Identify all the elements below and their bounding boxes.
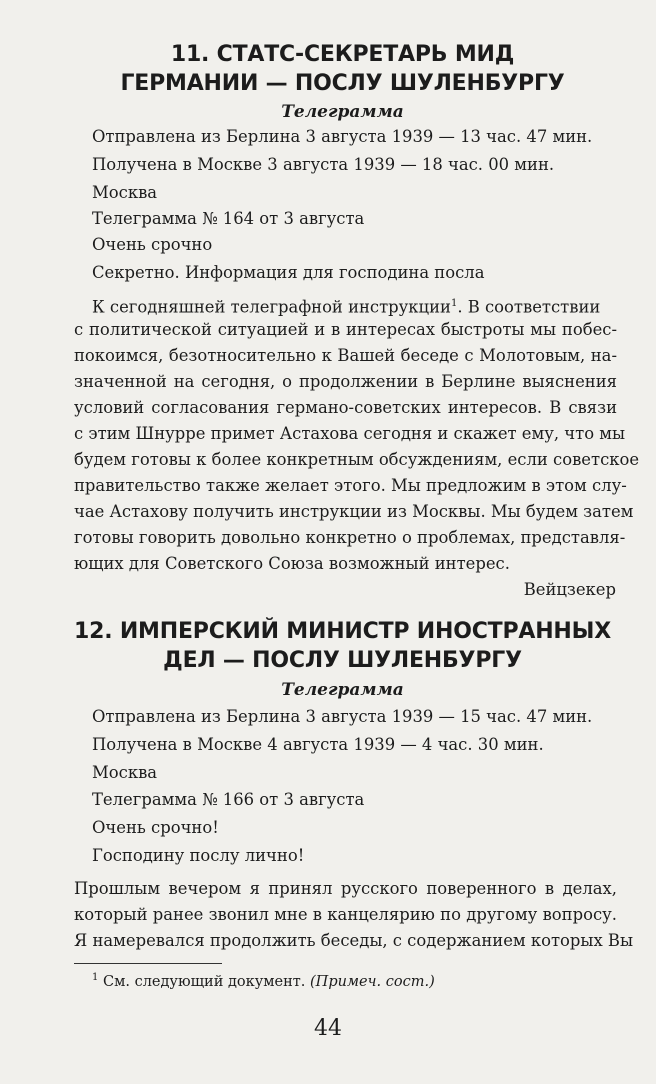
doc12-city: Москва (92, 763, 158, 782)
doc11-heading-line1: 11. СТАТС-СЕКРЕТАРЬ МИД (170, 42, 515, 67)
footnote-divider (74, 963, 222, 964)
doc12-urgency: Очень срочно! (92, 818, 219, 837)
footnote-text: См. следующий документ. (102, 973, 306, 990)
doc12-heading-line2: ДЕЛ — ПОСЛУ ШУЛЕНБУРГУ (163, 648, 522, 673)
doc12-body-line: Прошлым вечером я принял русского поверенного в делах, (74, 879, 617, 898)
doc11-body-line: покоимся, безотносительно к Вашей беседе с Молотовым, на- (74, 346, 617, 365)
doc11-signature: Вейцзекер (523, 580, 616, 599)
doc11-body-line: значенной на сегодня, о продолжении в Берлине выяснения (74, 372, 617, 391)
doc12-sent: Отправлена из Берлина 3 августа 1939 — 15 час. 47 мин. (92, 707, 593, 726)
footnote-number: 1 (92, 972, 99, 983)
doc11-body-line: условий согласования германо-советских интересов. В связи (74, 398, 617, 417)
doc11-heading-line2: ГЕРМАНИИ — ПОСЛУ ШУЛЕНБУРГУ (120, 71, 565, 96)
doc12-heading-line1: 12. ИМПЕРСКИЙ МИНИСТР ИНОСТРАННЫХ (74, 619, 611, 644)
doc11-city: Москва (92, 183, 158, 202)
doc12-body-line: Я намеревался продолжить беседы, с содержанием которых Вы (74, 931, 634, 950)
doc11-body-intro: К сегодняшней телеграфной инструкции (92, 297, 451, 317)
doc11-body-line: чае Астахову получить инструкции из Москвы. Мы будем затем (74, 502, 634, 521)
doc12-personal: Господину послу лично! (92, 846, 305, 865)
doc11-sent: Отправлена из Берлина 3 августа 1939 — 13 час. 47 мин. (92, 127, 593, 146)
doc11-body-line: с политической ситуацией и в интересах быстроты мы побес- (74, 320, 617, 339)
doc12-telegram-number: Телеграмма № 166 от 3 августа (92, 790, 365, 809)
doc11-body-line: ющих для Советского Союза возможный интерес. (74, 554, 510, 573)
doc12-received: Получена в Москве 4 августа 1939 — 4 час. 30 мин. (92, 735, 544, 754)
doc12-body-line: который ранее звонил мне в канцелярию по другому вопросу. (74, 905, 617, 924)
footnote-note: (Примеч. сост.) (310, 973, 435, 990)
doc11-body-line: с этим Шнурре примет Астахова сегодня и скажет ему, что мы (74, 424, 626, 443)
doc12-subtitle: Телеграмма (281, 680, 404, 700)
doc11-body-first-line (92, 291, 617, 319)
doc11-subtitle: Телеграмма (281, 102, 404, 122)
doc11-body-line: готовы говорить довольно конкретно о проблемах, представля- (74, 528, 626, 547)
doc11-body-line: правительство также желает этого. Мы предложим в этом слу- (74, 476, 627, 495)
doc11-body-line: будем готовы к более конкретным обсуждениям, если советское (74, 450, 640, 469)
doc11-secrecy: Секретно. Информация для господина посла (92, 263, 485, 282)
doc11-urgency: Очень срочно (92, 235, 213, 254)
doc11-body-intro-tail: . В соответствии (457, 297, 601, 317)
footnote (92, 967, 612, 993)
doc11-received: Получена в Москве 3 августа 1939 — 18 час. 00 мин. (92, 155, 555, 174)
footnote-ref: 1 (450, 298, 458, 309)
doc11-telegram-number: Телеграмма № 164 от 3 августа (92, 209, 365, 228)
page-number: 44 (314, 1016, 342, 1041)
